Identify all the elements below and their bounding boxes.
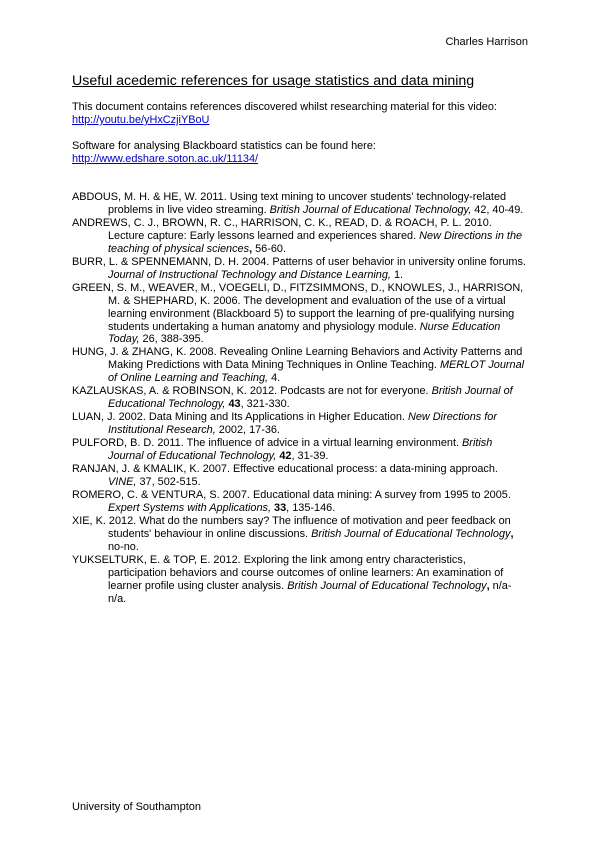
- footer-organization: University of Southampton: [72, 801, 202, 813]
- reference-item: GREEN, S. M., WEAVER, M., VOEGELI, D., FITZSIMMONS, D., KNOWLES, J., HARRISON, M. & SHEPHARD, K. 2006. The development and evaluation of the use of a virtual learning environment (Blackboard 5) to support the learning of pre-qualifying nursing students undertaking a human anatomy and physiology module. Nurse Education Today, 26, 388-395.: [72, 281, 524, 346]
- reference-item: KAZLAUSKAS, A. & ROBINSON, K. 2012. Podcasts are not for everyone. British Journal of Educational Technology, 43, 321-330.: [72, 385, 513, 411]
- video-intro: [72, 101, 532, 127]
- reference-item: ROMERO, C. & VENTURA, S. 2007. Educational data mining: A survey from 1995 to 2005. Expert Systems with Applications, 33, 135-146.: [72, 488, 511, 514]
- reference-item: ANDREWS, C. J., BROWN, R. C., HARRISON, C. K., READ, D. & ROACH, P. L. 2010. Lecture capture: Early lessons learned and experiences shared. New Directions in the teaching of physical sciences, 56-60.: [72, 216, 523, 255]
- journal-name: VINE,: [108, 475, 137, 488]
- document-title: Useful acedemic references for usage statistics and data mining: [72, 73, 475, 89]
- reference-list: [72, 191, 527, 606]
- journal-name: Journal of Instructional Technology and Distance Learning,: [108, 268, 391, 281]
- journal-name: British Journal of Educational Technology,: [108, 437, 493, 463]
- journal-name: British Journal of Educational Technology,: [108, 385, 513, 411]
- journal-name: MERLOT Journal of Online Learning and Teaching,: [108, 359, 525, 385]
- software-intro: [72, 140, 532, 166]
- journal-name: Nurse Education Today,: [108, 320, 501, 346]
- reference-item: BURR, L. & SPENNEMANN, D. H. 2004. Patterns of user behavior in university online forums. Journal of Instructional Technology and Distance Learning, 1.: [72, 255, 526, 281]
- header-author: Charles Harrison: [445, 36, 528, 48]
- reference-item: XIE, K. 2012. What do the numbers say? The influence of motivation and peer feedback on students' behaviour in online discussions. British Journal of Educational Technology, no-no.: [72, 514, 514, 553]
- journal-name: British Journal of Educational Technology,: [269, 203, 472, 216]
- reference-item: RANJAN, J. & KMALIK, K. 2007. Effective educational process: a data-mining approach. VINE, 37, 502-515.: [72, 463, 498, 488]
- reference-item: ABDOUS, M. H. & HE, W. 2011. Using text mining to uncover students' technology-related problems in live video streaming. British Journal of Educational Technology, 42, 40-49.: [72, 191, 524, 216]
- reference-item: HUNG, J. & ZHANG, K. 2008. Revealing Online Learning Behaviors and Activity Patterns and Making Predictions with Data Mining Techniques in Online Teaching. MERLOT Journal of Online Learning and Teaching, 4.: [72, 346, 525, 385]
- video-intro-text: This document contains references discovered whilst researching material for this video:: [72, 101, 497, 113]
- video-link[interactable]: http://youtu.be/yHxCzjiYBoU: [72, 114, 210, 126]
- software-intro-text: Software for analysing Blackboard statistics can be found here:: [72, 140, 376, 152]
- journal-name: Expert Systems with Applications,: [108, 501, 272, 514]
- reference-item: YUKSELTURK, E. & TOP, E. 2012. Exploring the link among entry characteristics, participation behaviors and course outcomes of online learners: An examination of learner profile using cluster analysis. British Journal of Educational Technology, n/a-n/a.: [72, 553, 512, 605]
- journal-name: New Directions for Institutional Research,: [108, 411, 497, 437]
- reference-item: PULFORD, B. D. 2011. The influence of advice in a virtual learning environment. British Journal of Educational Technology, 42, 31-39.: [72, 437, 493, 463]
- journal-name: British Journal of Educational Technology: [287, 579, 487, 592]
- software-link[interactable]: http://www.edshare.soton.ac.uk/11134/: [72, 153, 259, 165]
- journal-name: New Directions in the teaching of physical sciences: [108, 229, 523, 255]
- journal-name: British Journal of Educational Technology: [311, 527, 511, 540]
- reference-item: LUAN, J. 2002. Data Mining and Its Applications in Higher Education. New Directions for Institutional Research, 2002, 17-36.: [72, 411, 497, 437]
